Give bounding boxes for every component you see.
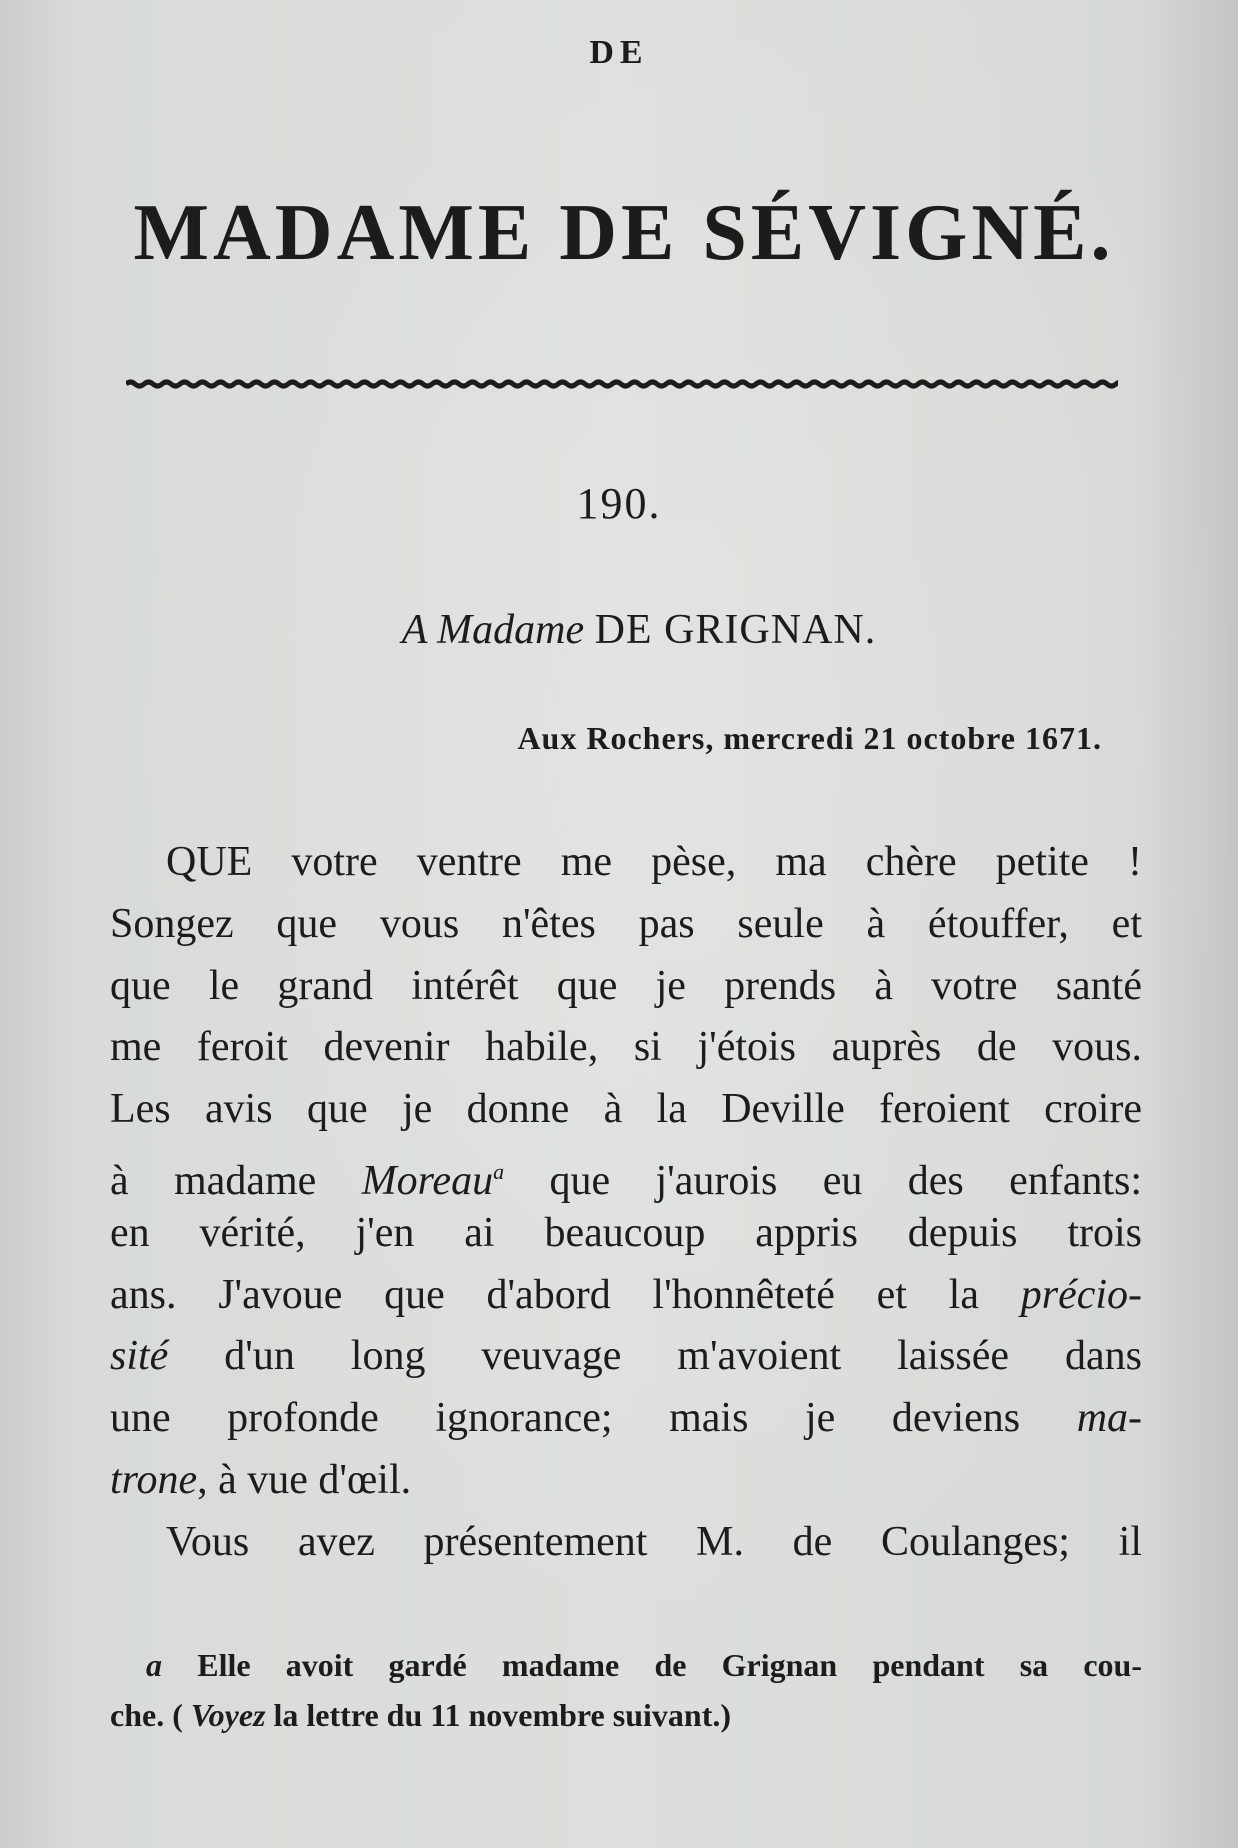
body-line-2: Songez que vous n'êtes pas seule à étouffer, et [110, 900, 1142, 947]
footnote-line-2-italic: Voyez [190, 1697, 266, 1733]
letter-body [110, 832, 1142, 1574]
body-line-5: Les avis que je donne à la Deville feroient croire [110, 1086, 1142, 1133]
body-line-6 [110, 1141, 1142, 1203]
body-line-11-italic: trone [110, 1456, 198, 1503]
body-line-12: Vous avez présentement M. de Coulanges; il [166, 1518, 1142, 1565]
addressee-name: DE GRIGNAN. [594, 607, 877, 653]
body-line-10 [110, 1388, 1142, 1450]
body-line-8-italic: précio- [1020, 1271, 1143, 1318]
body-line-1 [110, 832, 1142, 894]
footnote [110, 1640, 1142, 1740]
footnote-line-1-text: Elle avoit gardé madame de Grignan pendant sa cou- [197, 1647, 1143, 1683]
body-line-8 [110, 1265, 1142, 1327]
addressee [0, 606, 1238, 654]
body-line-6-a: à madame [110, 1157, 317, 1204]
body-line-10-a: une profonde ignorance; mais je deviens [110, 1395, 1021, 1442]
footnote-mark: a [493, 1158, 505, 1184]
body-line-3: que le grand intérêt que je prends à votre santé [110, 962, 1142, 1009]
body-line-7: en vérité, j'en ai beaucoup appris depuis trois [110, 1209, 1142, 1256]
footnote-marker: a [146, 1647, 162, 1683]
footnote-line-2-a: che. ( [110, 1697, 183, 1733]
body-line-4: me feroit devenir habile, si j'étois auprès de vous. [110, 1024, 1142, 1071]
footnote-line-2 [110, 1690, 1142, 1740]
dateline: Aux Rochers, mercredi 21 octobre 1671. [517, 720, 1102, 756]
body-line-11-b: , à vue d'œil. [197, 1456, 412, 1503]
footnote-line-1 [110, 1640, 1142, 1690]
footnote-line-2-b: la lettre du 11 novembre suivant.) [273, 1697, 731, 1733]
italic-name: Moreau [361, 1157, 494, 1204]
body-line-9 [110, 1326, 1142, 1388]
body-line-9-b: d'un long veuvage m'avoient laissée dans [224, 1333, 1142, 1380]
body-line-9-italic: sité [110, 1333, 169, 1380]
wavy-rule-ornament [126, 374, 1118, 394]
body-line-6-b: que j'aurois eu des enfants: [549, 1157, 1143, 1204]
body-line-10-italic: ma- [1076, 1395, 1143, 1442]
page-title: MADAME DE SÉVIGNÉ. [133, 189, 1115, 277]
running-head: DE [589, 34, 649, 71]
body-line-1-text: votre ventre me pèse, ma chère petite ! [291, 839, 1142, 885]
addressee-prefix: A Madame [401, 607, 585, 653]
letter-number: 190. [576, 479, 662, 528]
initial-word: QUE [166, 839, 253, 885]
body-line-11 [110, 1450, 1142, 1512]
body-line-8-a: ans. J'avoue que d'abord l'honnêteté et la [110, 1271, 979, 1318]
